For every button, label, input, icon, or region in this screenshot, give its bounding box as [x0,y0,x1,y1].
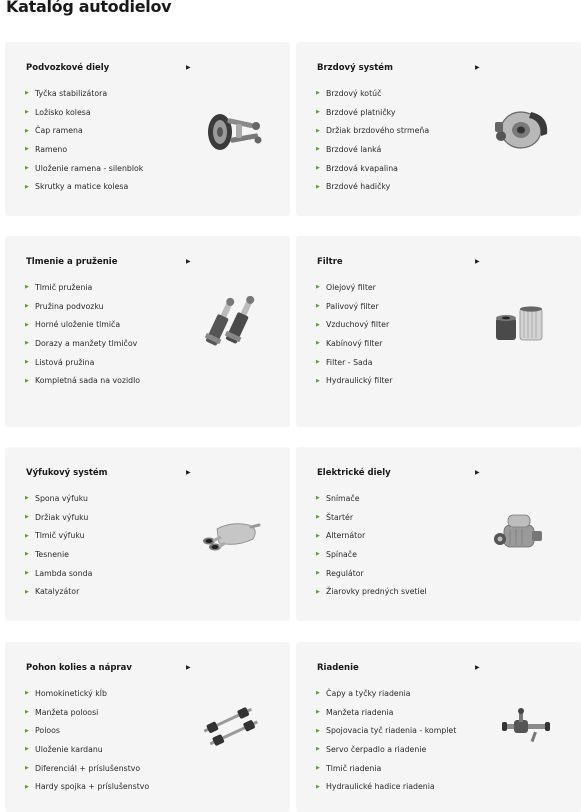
chevron-right-icon[interactable]: ▶ [475,258,480,265]
list-item[interactable]: ▶ Držiak výfuku [25,512,89,522]
chevron-right-bullet-icon: ▶ [25,377,29,384]
category-item-list [25,84,143,196]
chevron-right-icon[interactable]: ▶ [186,664,191,671]
category-title[interactable]: Filtre [317,257,343,267]
list-item[interactable]: ▶ Pružina podvozku [25,301,104,311]
chevron-right-bullet-icon: ▶ [25,495,29,502]
chevron-right-bullet-icon: ▶ [316,377,320,384]
category-item-list [316,684,456,796]
chevron-right-bullet-icon: ▶ [316,570,320,577]
list-item[interactable]: ▶ Homokinetický kĺb [25,688,107,698]
list-item[interactable]: ▶ Uloženie kardanu [25,744,103,754]
chevron-right-bullet-icon: ▶ [25,570,29,577]
list-item[interactable]: ▶ Tlmič pruženia [25,282,93,292]
chevron-right-bullet-icon: ▶ [25,90,29,97]
chevron-right-bullet-icon: ▶ [25,183,29,190]
chevron-right-bullet-icon: ▶ [316,783,320,790]
chevron-right-bullet-icon: ▶ [25,532,29,539]
list-item[interactable]: ▶ Diferenciál + príslušenstvo [25,763,141,773]
list-item[interactable]: ▶ Uloženie ramena - silenblok [25,163,144,173]
chevron-right-bullet-icon: ▶ [25,551,29,558]
steering-rack-image[interactable] [498,708,554,748]
category-item-list [316,84,429,196]
suspension-parts-image[interactable] [200,104,266,156]
category-item-list [25,278,140,390]
chevron-right-bullet-icon: ▶ [316,165,320,172]
list-item[interactable]: ▶ Čap ramena [25,126,83,136]
list-item[interactable]: ▶ Alternátor [316,531,366,541]
category-title[interactable]: Výfukový systém [26,468,108,478]
category-item-list [25,489,92,601]
list-item[interactable]: ▶ Držiak brzdového strmeňa [316,126,430,136]
category-item-list [25,684,149,796]
list-item[interactable]: ▶ Skrutky a matice kolesa [25,182,129,192]
chevron-right-bullet-icon: ▶ [316,146,320,153]
list-item[interactable]: ▶ Tlmič riadenia [316,763,382,773]
chevron-right-bullet-icon: ▶ [316,284,320,291]
list-item[interactable]: ▶ Hydraulické hadice riadenia [316,782,435,792]
chevron-right-icon[interactable]: ▶ [186,469,191,476]
list-item[interactable]: ▶ Brzdové hadičky [316,182,391,192]
list-item[interactable]: ▶ Brzdová kvapalina [316,163,398,173]
chevron-right-bullet-icon: ▶ [316,588,320,595]
chevron-right-bullet-icon: ▶ [316,90,320,97]
category-title[interactable]: Podvozkové diely [26,63,110,73]
chevron-right-bullet-icon: ▶ [25,127,29,134]
chevron-right-bullet-icon: ▶ [25,165,29,172]
list-item[interactable]: ▶ Regulátor [316,568,364,578]
chevron-right-bullet-icon: ▶ [316,765,320,772]
list-item[interactable]: ▶ Štartér [316,512,354,522]
chevron-right-bullet-icon: ▶ [25,514,29,521]
category-card-elektricke-diely [296,447,581,621]
category-card-tlmenie-a-pruzenie [5,236,290,427]
category-title[interactable]: Brzdový systém [317,63,393,73]
list-item[interactable]: ▶ Snímače [316,493,360,503]
category-card-pohon-kolies-a-naprav [5,642,290,812]
chevron-right-bullet-icon: ▶ [316,690,320,697]
list-item[interactable]: ▶ Brzdové platničky [316,107,396,117]
chevron-right-bullet-icon: ▶ [25,109,29,116]
chevron-right-icon[interactable]: ▶ [186,258,191,265]
list-item[interactable]: ▶ Olejový filter [316,282,376,292]
list-item[interactable]: ▶ Katalyzátor [25,587,80,597]
list-item[interactable]: ▶ Manžeta poloosi [25,707,99,717]
chevron-right-bullet-icon: ▶ [25,709,29,716]
chevron-right-icon[interactable]: ▶ [475,469,480,476]
filters-image[interactable] [492,304,548,346]
list-item[interactable]: ▶ Spona výfuku [25,493,88,503]
list-item[interactable]: ▶ Tyčka stabilizátora [25,88,108,98]
list-item[interactable]: ▶ Manžeta riadenia [316,707,394,717]
chevron-right-icon[interactable]: ▶ [475,64,480,71]
category-card-brzdovy-system [296,42,581,216]
page-title: Katalóg autodielov [6,0,172,16]
list-item[interactable]: ▶ Tesnenie [25,549,69,559]
chevron-right-bullet-icon: ▶ [25,765,29,772]
chevron-right-bullet-icon: ▶ [25,359,29,366]
list-item[interactable]: ▶ Tlmič výfuku [25,531,85,541]
category-title[interactable]: Pohon kolies a náprav [26,663,132,673]
chevron-right-bullet-icon: ▶ [316,551,320,558]
chevron-right-bullet-icon: ▶ [316,359,320,366]
chevron-right-bullet-icon: ▶ [316,321,320,328]
list-item[interactable]: ▶ Čapy a tyčky riadenia [316,688,411,698]
chevron-right-bullet-icon: ▶ [25,146,29,153]
category-card-vyfukovy-system [5,447,290,621]
starter-motor-image[interactable] [492,509,548,559]
category-card-podvozkove-diely [5,42,290,216]
list-item[interactable]: ▶ Poloos [25,726,60,736]
chevron-right-bullet-icon: ▶ [316,109,320,116]
list-item[interactable]: ▶ Lambda sonda [25,568,93,578]
category-item-list [316,489,427,601]
chevron-right-bullet-icon: ▶ [316,183,320,190]
list-item[interactable]: ▶ Brzdový kotúč [316,88,382,98]
chevron-right-bullet-icon: ▶ [25,303,29,310]
list-item[interactable]: ▶ Kabínový filter [316,338,383,348]
chevron-right-icon[interactable]: ▶ [186,64,191,71]
chevron-right-bullet-icon: ▶ [316,495,320,502]
chevron-right-bullet-icon: ▶ [316,340,320,347]
list-item[interactable]: ▶ Servo čerpadlo a riadenie [316,744,427,754]
chevron-right-bullet-icon: ▶ [25,588,29,595]
chevron-right-bullet-icon: ▶ [25,690,29,697]
shock-absorber-image[interactable] [201,294,257,356]
list-item[interactable]: ▶ Filter - Sada [316,357,373,367]
list-item[interactable]: ▶ Ložisko kolesa [25,107,91,117]
list-item[interactable]: ▶ Spojovacia tyč riadenia - komplet [316,726,457,736]
chevron-right-bullet-icon: ▶ [316,303,320,310]
category-title[interactable]: Riadenie [317,663,359,673]
list-item[interactable]: ▶ Žiarovky predných svetiel [316,587,427,597]
list-item[interactable]: ▶ Brzdové lanká [316,144,382,154]
list-item[interactable]: ▶ Horné uloženie tlmiča [25,320,121,330]
brake-disc-image[interactable] [491,106,553,152]
category-item-list [316,278,392,390]
chevron-right-icon[interactable]: ▶ [475,664,480,671]
category-title[interactable]: Elektrické diely [317,468,391,478]
list-item[interactable]: ▶ Palivový filter [316,301,379,311]
list-item[interactable]: ▶ Listová pružina [25,357,95,367]
chevron-right-bullet-icon: ▶ [316,127,320,134]
category-title[interactable]: Tlmenie a pruženie [26,257,118,267]
chevron-right-bullet-icon: ▶ [316,709,320,716]
list-item[interactable]: ▶ Hardy spojka + príslušenstvo [25,782,150,792]
list-item[interactable]: ▶ Vzduchový filter [316,320,390,330]
list-item[interactable]: ▶ Dorazy a manžety tlmičov [25,338,138,348]
list-item[interactable]: ▶ Spínače [316,549,357,559]
category-card-riadenie [296,642,581,812]
list-item[interactable]: ▶ Hydraulický filter [316,376,393,386]
list-item[interactable]: ▶ Rameno [25,144,68,154]
chevron-right-bullet-icon: ▶ [25,727,29,734]
chevron-right-bullet-icon: ▶ [25,340,29,347]
chevron-right-bullet-icon: ▶ [25,321,29,328]
chevron-right-bullet-icon: ▶ [316,727,320,734]
list-item[interactable]: ▶ Kompletná sada na vozidlo [25,376,141,386]
chevron-right-bullet-icon: ▶ [25,746,29,753]
category-card-filtre [296,236,581,427]
drive-shaft-image[interactable] [201,702,261,752]
chevron-right-bullet-icon: ▶ [316,514,320,521]
chevron-right-bullet-icon: ▶ [25,783,29,790]
chevron-right-bullet-icon: ▶ [316,532,320,539]
exhaust-muffler-image[interactable] [201,517,261,553]
chevron-right-bullet-icon: ▶ [316,746,320,753]
chevron-right-bullet-icon: ▶ [25,284,29,291]
